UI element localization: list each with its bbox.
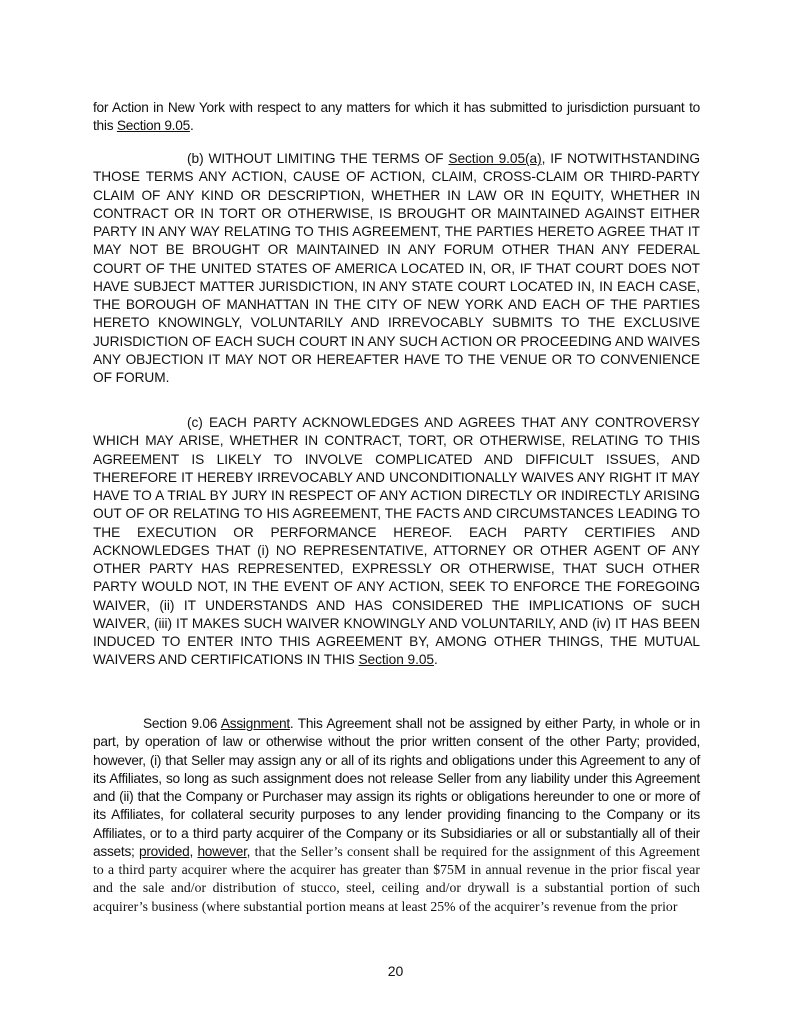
run: for Action in New York with respect to any matters for which it has submitted to jurisdiction pursuant to this [93, 100, 700, 134]
run: , [246, 843, 255, 859]
run: (b) WITHOUT LIMITING THE TERMS OF [187, 151, 449, 166]
run: . This Agreement shall not be assigned by either Party, in whole or in part, by operation of law or otherwise without the prior written consent of the other Party; provided, however, (i) that Seller may assign any or all of its rights and obligations under this Agreement to any of its Affiliates, so long as such assignment does not release Seller from any liability under this Agreement and (ii) that the Company or Purchaser may assign its rights or obligations hereunder to one or more of its Affiliates, for collateral security purposes to any lender providing financing to the Company or its Affiliates, or to a third party acquirer of the Company or its Subsidiaries or all or substantially all of their assets; [93, 716, 700, 859]
section-reference-link: Section 9.05 [358, 652, 434, 668]
run: (c) EACH PARTY ACKNOWLEDGES AND AGREES THAT ANY CONTROVERSY WHICH MAY ARISE, WHETHER IN CONTRACT, TORT, OR OTHERWISE, RELATING TO THIS AGREEMENT IS LIKELY TO INVOLVE COMPLICATED AND DIFFICULT ISSUES, AND THEREFORE IT HEREBY IRREVOCABLY AND UNCONDITIONALLY WAIVES ANY RIGHT IT MAY HAVE TO A TRIAL BY JURY IN RESPECT OF ANY ACTION DIRECTLY OR INDIRECTLY ARISING OUT OF OR RELATING TO HIS AGREEMENT, THE FACTS AND CIRCUMSTANCES LEADING TO THE EXECUTION OR PERFORMANCE HEREOF. EACH PARTY CERTIFIES AND ACKNOWLEDGES THAT (i) NO REPRESENTATIVE, ATTORNEY OR OTHER AGENT OF ANY OTHER PARTY HAS REPRESENTED, EXPRESSLY OR OTHERWISE, THAT SUCH OTHER PARTY WOULD NOT, IN THE EVENT OF ANY ACTION, SEEK TO ENFORCE THE FOREGOING WAIVER, (ii) IT UNDERSTANDS AND HAS CONSIDERED THE IMPLICATIONS OF SUCH WAIVER, (iii) IT MAKES SUCH WAIVER KNOWINGLY AND VOLUNTARILY, AND (iv) IT HAS BEEN INDUCED TO ENTER INTO THIS AGREEMENT BY, AMONG OTHER THINGS, THE MUTUAL WAIVERS AND CERTIFICATIONS IN THIS [93, 415, 700, 668]
paragraph-section-9-05-b [93, 150, 700, 387]
run: . [189, 118, 194, 134]
emphasis-provided: provided [138, 843, 190, 859]
page-number: 20 [387, 963, 404, 979]
run: , [189, 843, 198, 859]
run: . [433, 652, 438, 668]
serif-inserted-text: that the Seller’s consent shall be required for the assignment of this Agreement to a third party acquirer where the acquirer has greater than $75M in annual revenue in the prior fiscal year and the sale and/or distribution of stucco, steel, ceiling and/or drywall is a substantial portion of such acquirer’s business (where substantial portion means at least 25% of the acquirer’s revenue from the prior [93, 843, 700, 914]
section-heading-number: Section 9.06 [143, 716, 221, 731]
run: , IF NOTWITHSTANDING THOSE TERMS ANY ACTION, CAUSE OF ACTION, CLAIM, CROSS-CLAIM OR THIRD-PARTY CLAIM OF ANY KIND OR DESCRIPTION, WHETHER IN LAW OR IN EQUITY, WHETHER IN CONTRACT OR IN TORT OR OTHERWISE, IS BROUGHT OR MAINTAINED AGAINST EITHER PARTY IN ANY WAY RELATING TO THIS AGREEMENT, THE PARTIES HERETO AGREE THAT IT MAY NOT BE BROUGHT OR MAINTAINED IN ANY FORUM OTHER THAN ANY FEDERAL COURT OF THE UNITED STATES OF AMERICA LOCATED IN, OR, IF THAT COURT DOES NOT HAVE SUBJECT MATTER JURISDICTION, IN ANY STATE COURT LOCATED IN, IN EACH CASE, THE BOROUGH OF MANHATTAN IN THE CITY OF NEW YORK AND EACH OF THE PARTIES HERETO KNOWINGLY, VOLUNTARILY AND IRREVOCABLY SUBMITS TO THE EXCLUSIVE JURISDICTION OF EACH SUCH COURT IN ANY SUCH ACTION OR PROCEEDING AND WAIVES ANY OBJECTION IT MAY NOT OR HEREAFTER HAVE TO THE VENUE OR TO CONVENIENCE OF FORUM. [93, 151, 700, 385]
emphasis-however: however [197, 843, 247, 859]
section-reference-link: Section 9.05(a) [448, 151, 542, 166]
section-reference-link: Section 9.05 [116, 118, 190, 134]
section-heading-title: Assignment [220, 716, 290, 731]
paragraph-section-9-05-c [93, 414, 700, 670]
paragraph-continuation [93, 99, 700, 136]
paragraph-section-9-06 [93, 715, 700, 916]
